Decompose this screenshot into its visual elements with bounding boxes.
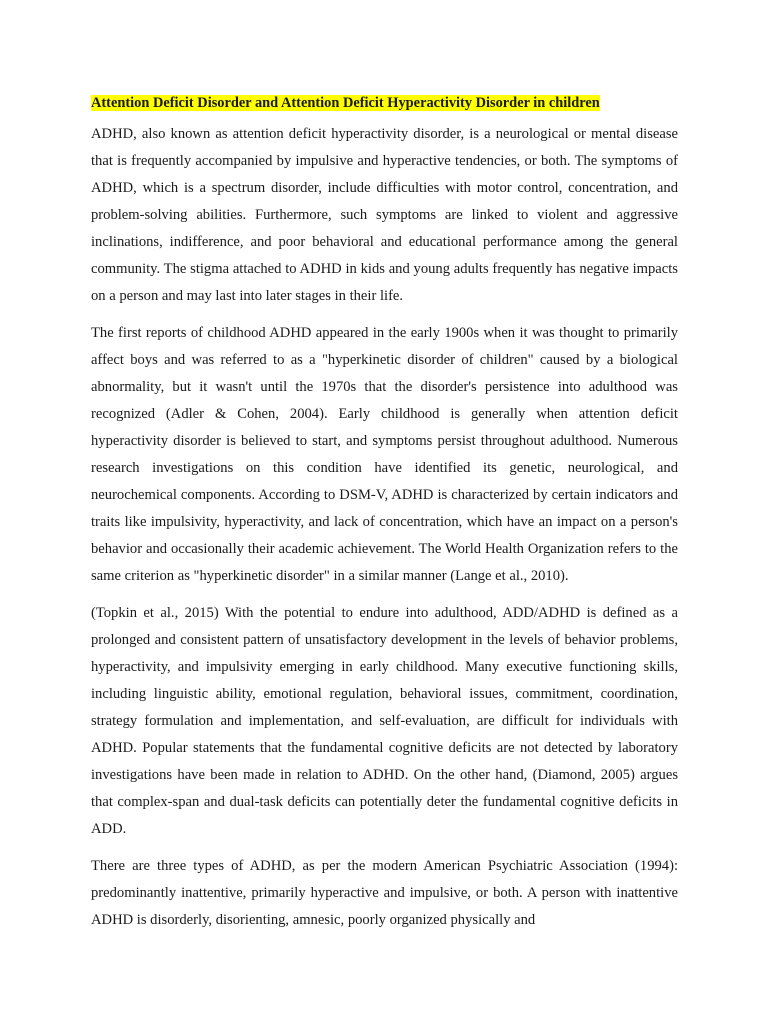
paragraph-2: The first reports of childhood ADHD appeared in the early 1900s when it was thought to primarily affect boys and was referred to as a "hyperkinetic disorder of children" caused by a biological abnormality, but it wasn't until the 1970s that the disorder's persistence into adulthood was recognized (Adler & Cohen, 2004). Early childhood is generally when attention deficit hyperactivity disorder is believed to start, and symptoms persist throughout adulthood. Numerous research investigations on this condition have identified its genetic, neurological, and neurochemical components. According to DSM-V, ADHD is characterized by certain indicators and traits like impulsivity, hyperactivity, and lack of concentration, which have an impact on a person's behavior and occasionally their academic achievement. The World Health Organization refers to the same criterion as "hyperkinetic disorder" in a similar manner (Lange et al., 2010). <box>91 325 678 584</box>
paragraph-3: (Topkin et al., 2015) With the potential to endure into adulthood, ADD/ADHD is defined as a prolonged and consistent pattern of unsatisfactory development in the levels of behavior problems, hyperactivity, and impulsivity emerging in early childhood. Many executive functioning skills, including linguistic ability, emotional regulation, behavioral issues, commitment, coordination, strategy formulation and implementation, and self-evaluation, are difficult for individuals with ADHD. Popular statements that the fundamental cognitive deficits are not detected by laboratory investigations have been made in relation to ADHD. On the other hand, (Diamond, 2005) argues that complex-span and dual-task deficits can potentially deter the fundamental cognitive deficits in ADD. <box>91 605 678 837</box>
document-body <box>91 91 678 944</box>
paragraph-1: ADHD, also known as attention deficit hyperactivity disorder, is a neurological or mental disease that is frequently accompanied by impulsive and hyperactive tendencies, or both. The symptoms of ADHD, which is a spectrum disorder, include difficulties with motor control, concentration, and problem-solving abilities. Furthermore, such symptoms are linked to violent and aggressive inclinations, indifference, and poor behavioral and educational performance among the general community. The stigma attached to ADHD in kids and young adults frequently has negative impacts on a person and may last into later stages in their life. <box>91 126 678 304</box>
title-line <box>91 91 678 115</box>
document-title: Attention Deficit Disorder and Attention Deficit Hyperactivity Disorder in children <box>91 95 600 111</box>
paragraph-4: There are three types of ADHD, as per the modern American Psychiatric Association (1994): predominantly inattentive, primarily hyperactive and impulsive, or both. A person with inattentive ADHD is disorderly, disorienting, amnesic, poorly organized physically and <box>91 858 678 928</box>
